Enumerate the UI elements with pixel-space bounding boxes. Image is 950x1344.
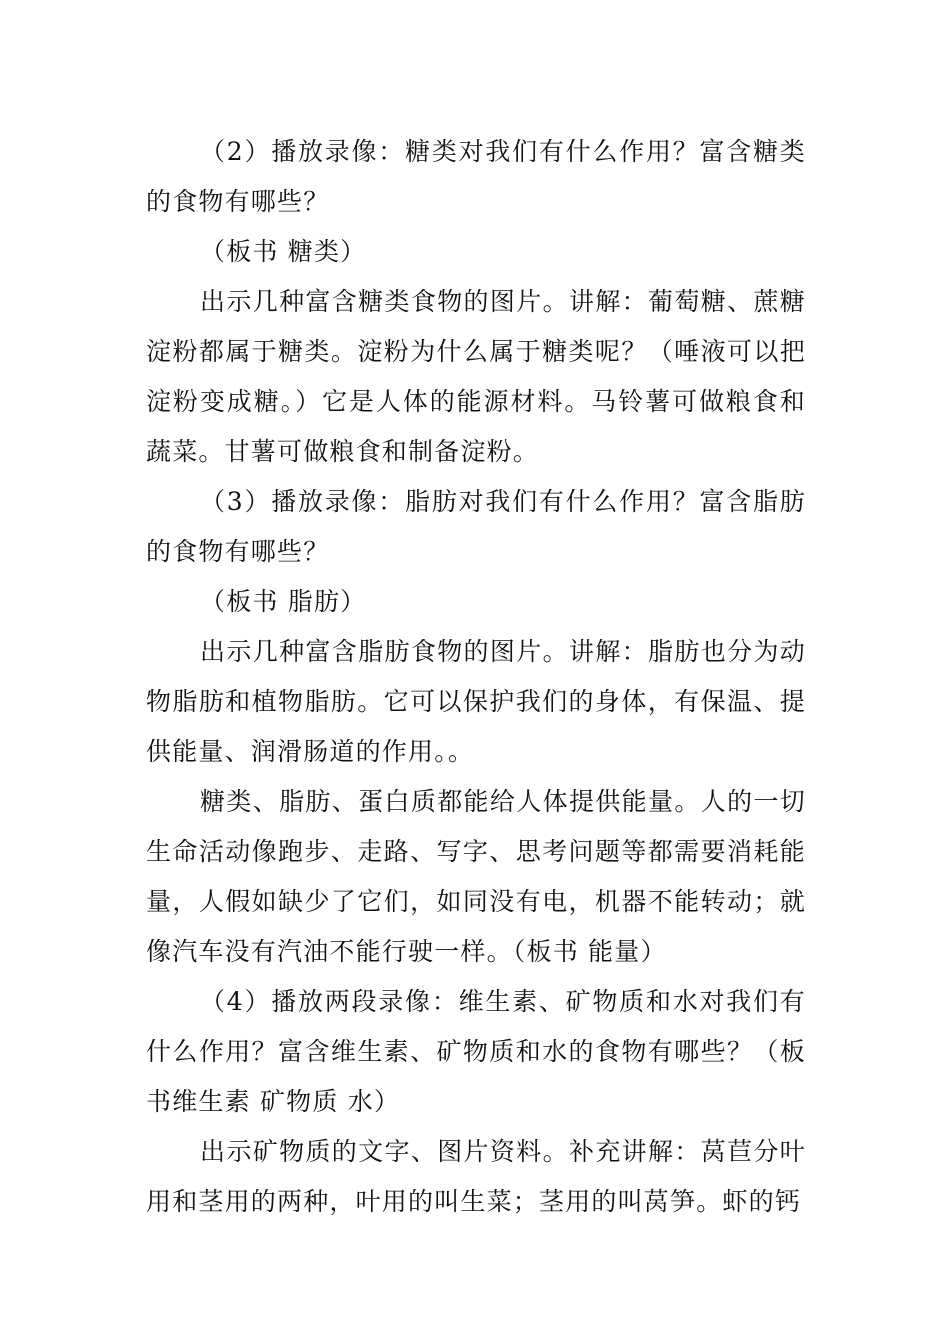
paragraph-board-carbohydrates: （板书 糖类）: [200, 237, 367, 266]
paragraph-fat-foods: 出示几种富含脂肪食物的图片。讲解：脂肪也分为动物脂肪和植物脂肪。它可以保护我们的身体，有保温、提供能量、润滑肠道的作用。。: [146, 637, 806, 766]
paragraph-video-carbohydrates: （2）播放录像：糖类对我们有什么作用？富含糖类的食物有哪些？: [146, 137, 806, 216]
paragraph-minerals-materials: 出示矿物质的文字、图片资料。补充讲解：莴苣分叶用和茎用的两种，叶用的叫生菜；茎用的叫莴笋。虾的钙: [146, 1137, 806, 1216]
paragraph-energy: 糖类、脂肪、蛋白质都能给人体提供能量。人的一切生命活动像跑步、走路、写字、思考问题等都需要消耗能量，人假如缺少了它们，如同没有电，机器不能转动；就像汽车没有汽油不能行驶一样。（板书 能量）: [146, 787, 806, 966]
paragraph-video-fats: （3）播放录像：脂肪对我们有什么作用？富含脂肪的食物有哪些？: [146, 487, 806, 566]
paragraph-board-fats: （板书 脂肪）: [200, 587, 367, 616]
paragraph-vitamins-minerals-water: （4）播放两段录像：维生素、矿物质和水对我们有什么作用？富含维生素、矿物质和水的食物有哪些？（板书维生素 矿物质 水）: [146, 987, 806, 1116]
document-body: [146, 127, 806, 1227]
paragraph-carbohydrate-foods: 出示几种富含糖类食物的图片。讲解：葡萄糖、蔗糖淀粉都属于糖类。淀粉为什么属于糖类呢？（唾液可以把淀粉变成糖。）它是人体的能源材料。马铃薯可做粮食和蔬菜。甘薯可做粮食和制备淀粉。: [146, 287, 806, 466]
